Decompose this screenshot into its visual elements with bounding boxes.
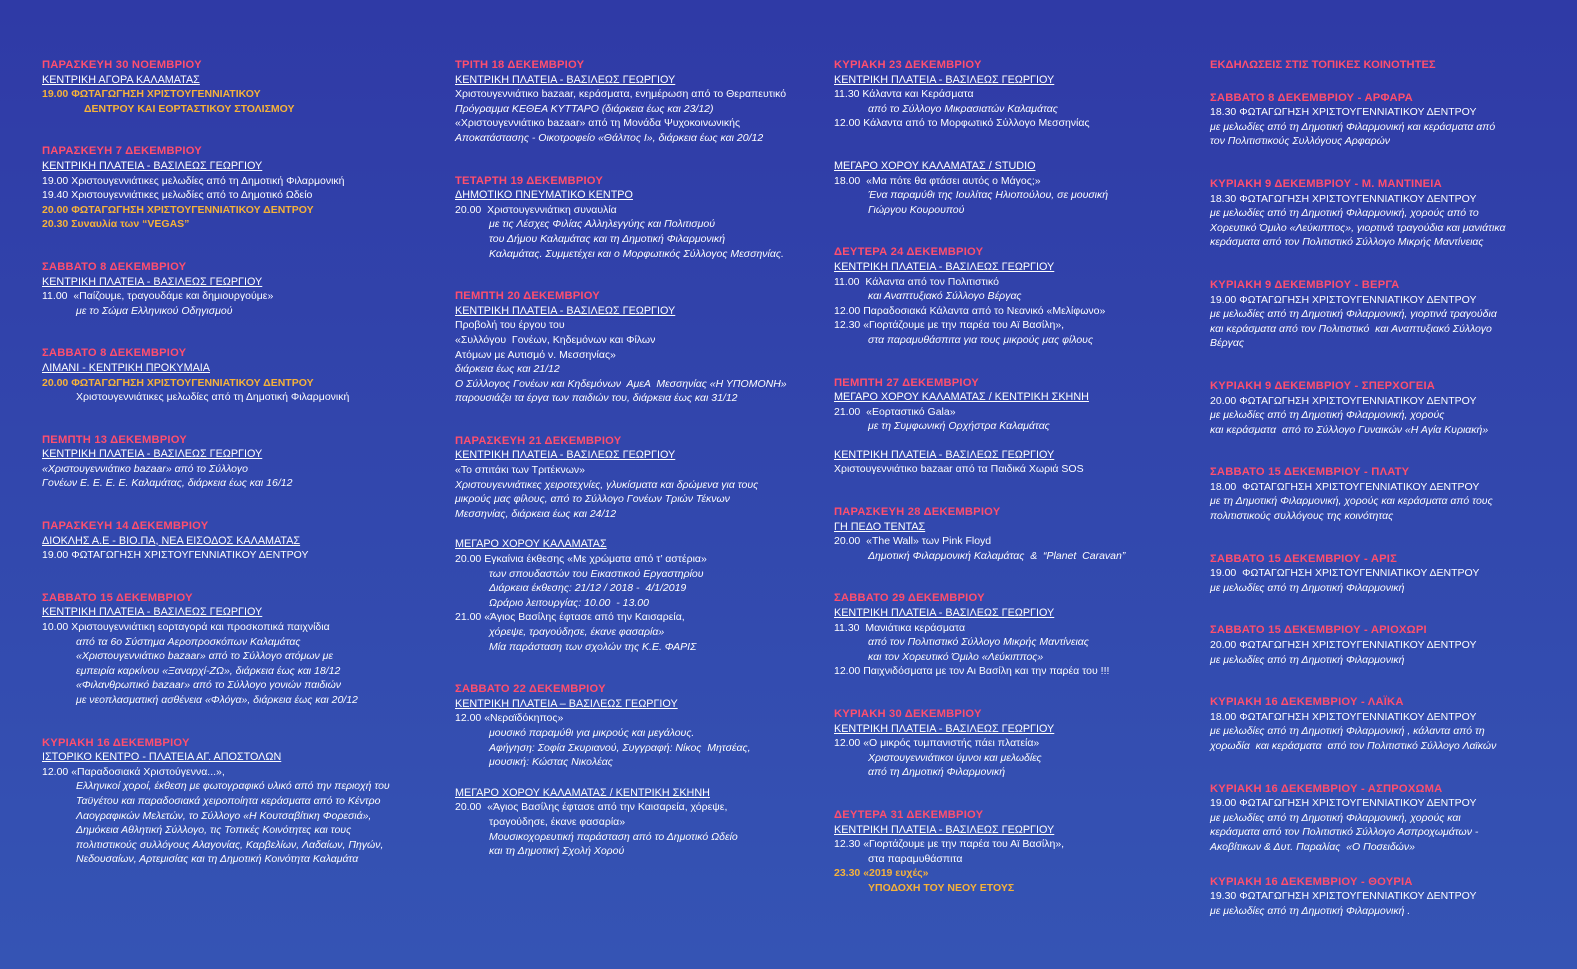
event-line: και Αναπτυξιακό Σύλλογο Βέργας <box>868 290 1022 303</box>
event-line: Πρόγραμμα ΚΕΘΕΑ ΚΥΤΤΑΡΟ (διάρκεια έως και 23/12) <box>455 102 714 115</box>
event-line: Νεδουσαίων, Αρτεμισίας και τη Δημοτική Κοινότητα Καλαμάτα <box>76 853 359 866</box>
event-dec15 <box>42 591 422 708</box>
event-line: στα παραμυθάσπιτα για τους μικρούς μας φίλους <box>868 333 1094 346</box>
event-line: Καλαμάτας. Συμμετέχει και ο Μορφωτικός Σύλλογος Μεσσηνίας. <box>489 247 784 260</box>
event-line: «Το σπιτάκι των Τριτέκνων» <box>455 464 585 477</box>
event-line: εμπειρία καρκίνου «Ξαναρχί-ΖΩ», διάρκεια έως και 18/12 <box>76 664 341 677</box>
event-date: ΣΑΒΒΑΤΟ 8 ΔΕΚΕΜΒΡΙΟΥ <box>42 260 187 273</box>
event-line: του Δήμου Καλαμάτας και τη Δημοτική Φιλαρμονική <box>489 232 726 245</box>
event-line: και κεράσματα από τον Πολιτιστικό και Αναπτυξιακό Σύλλογο <box>1210 322 1492 335</box>
event-venue: ΚΕΝΤΡΙΚΗ ΠΛΑΤΕΙΑ - ΒΑΣΙΛΕΩΣ ΓΕΩΡΓΙΟΥ <box>42 606 263 619</box>
event-line: 20.00 «Άγιος Βασίλης έφτασε από την Καισαρεία, χόρεψε, <box>455 801 728 814</box>
event-line: με μελωδίες από τη Δημοτική Φιλαρμονική <box>1210 653 1405 666</box>
event-date: ΣΑΒΒΑΤΟ 29 ΔΕΚΕΜΒΡΙΟΥ <box>834 592 985 605</box>
event-line: 19.30 ΦΩΤΑΓΩΓΗΣΗ ΧΡΙΣΤΟΥΓΕΝΝΙΑΤΙΚΟΥ ΔΕΝΤΡΟΥ <box>1210 890 1477 903</box>
event-line: 12.00 Παιχνιδόσματα με τον Αι Βασίλη και την παρέα του !!! <box>834 665 1110 678</box>
event-venue: ΜΕΓΑΡΟ ΧΟΡΟΥ ΚΑΛΑΜΑΤΑΣ <box>455 538 607 551</box>
event-line: χόρεψε, τραγούδησε, έκανε φασαρία» <box>489 626 665 638</box>
event-date: ΚΥΡΙΑΚΗ 16 ΔΕΚΕΜΒΡΙΟΥ - ΑΣΠΡΟΧΩΜΑ <box>1210 782 1443 795</box>
event-venue: ΚΕΝΤΡΙΚΗ ΠΛΑΤΕΙΑ - ΒΑΣΙΛΕΩΣ ΓΕΩΡΓΙΟΥ <box>455 304 676 317</box>
event-mantineia <box>1210 177 1550 250</box>
event-dec21 <box>455 434 815 522</box>
event-line: 18.00 ΦΩΤΑΓΩΓΗΣΗ ΧΡΙΣΤΟΥΓΕΝΝΙΑΤΙΚΟΥ ΔΕΝΤΡΟΥ <box>1210 710 1477 723</box>
event-line: 12.00 «Ο μικρός τυμπανιστής πάει πλατεία» <box>834 737 1040 750</box>
event-aris <box>1210 552 1550 596</box>
event-venue: ΙΣΤΟΡΙΚΟ ΚΕΝΤΡΟ - ΠΛΑΤΕΙΑ ΑΓ. ΑΠΟΣΤΟΛΩΝ <box>42 751 282 764</box>
event-line: μικρούς μας φίλους, από το Σύλλογο Γονέων Τριών Τέκνων <box>455 493 730 506</box>
event-date: ΠΑΡΑΣΚΕΥΗ 7 ΔΕΚΕΜΒΡΙΟΥ <box>42 145 202 158</box>
event-sperchogeia <box>1210 379 1550 437</box>
event-line: Διάρκεια έκθεσης: 21/12 / 2018 - 4/1/2019 <box>489 582 687 595</box>
event-line: 18.00 ΦΩΤΑΓΩΓΗΣΗ ΧΡΙΣΤΟΥΓΕΝΝΙΑΤΙΚΟΥ ΔΕΝΤΡΟΥ <box>1210 480 1480 493</box>
event-line: 19.40 Χριστουγεννιάτικες μελωδίες από το Δημοτικό Ωδείο <box>42 189 313 202</box>
event-venue: ΚΕΝΤΡΙΚΗ ΠΛΑΤΕΙΑ - ΒΑΣΙΛΕΩΣ ΓΕΩΡΓΙΟΥ <box>42 275 263 288</box>
event-dec31 <box>834 808 1184 896</box>
event-line: 18.30 ΦΩΤΑΓΩΓΗΣΗ ΧΡΙΣΤΟΥΓΕΝΝΙΑΤΙΚΟΥ ΔΕΝΤΡΟΥ <box>1210 106 1477 119</box>
event-venue: ΜΕΓΑΡΟ ΧΟΡΟΥ ΚΑΛΑΜΑΤΑΣ / STUDIO <box>834 159 1036 172</box>
event-line: 20.00 Χριστουγεννιάτικη συναυλία <box>455 203 617 216</box>
event-date: ΣΑΒΒΑΤΟ 8 ΔΕΚΕΜΒΡΙΟΥ - ΑΡΦΑΡΑ <box>1210 91 1413 104</box>
event-line: «Φιλανθρωπικό bazaar» από το Σύλλογο γονιών παιδιών <box>76 679 342 692</box>
event-dec21-megaro <box>455 537 815 654</box>
event-dec24 <box>834 245 1184 347</box>
event-asprochoma <box>1210 782 1550 855</box>
event-dec22-megaro <box>455 786 815 859</box>
event-date: ΣΑΒΒΑΤΟ 8 ΔΕΚΕΜΒΡΙΟΥ <box>42 347 187 360</box>
event-date: ΠΕΜΠΤΗ 13 ΔΕΚΕΜΒΡΙΟΥ <box>42 433 187 446</box>
event-date: ΣΑΒΒΑΤΟ 22 ΔΕΚΕΜΒΡΙΟΥ <box>455 683 606 696</box>
event-line: των σπουδαστών του Εικαστικού Εργαστηρίου <box>489 567 704 580</box>
event-dec27 <box>834 376 1184 434</box>
event-line: «Χριστουγεννιάτικο bazaar» από το Σύλλογο <box>42 462 248 475</box>
event-line: διάρκεια έως και 21/12 <box>455 363 560 376</box>
event-date: ΠΑΡΑΣΚΕΥΗ 21 ΔΕΚΕΜΒΡΙΟΥ <box>455 434 622 447</box>
event-dec27-plateia <box>834 448 1184 477</box>
event-line: με μελωδίες από τη Δημοτική Φιλαρμονική, χορούς <box>1210 409 1445 422</box>
event-venue: ΛΙΜΑΝΙ - ΚΕΝΤΡΙΚΗ ΠΡΟΚΥΜΑΙΑ <box>42 361 210 374</box>
event-venue: ΜΕΓΑΡΟ ΧΟΡΟΥ ΚΑΛΑΜΑΤΑΣ / ΚΕΝΤΡΙΚΗ ΣΚΗΝΗ <box>834 391 1089 404</box>
event-date: ΚΥΡΙΑΚΗ 16 ΔΕΚΕΜΒΡΙΟΥ - ΘΟΥΡΙΑ <box>1210 875 1413 888</box>
event-line: «Συλλόγου Γονέων, Κηδεμόνων και Φίλων <box>455 333 656 346</box>
event-line: Ακοβίτικων & Δυτ. Παραλίας «Ο Ποσειδών» <box>1210 840 1415 853</box>
event-date: ΠΕΜΠΤΗ 27 ΔΕΚΕΜΒΡΙΟΥ <box>834 376 979 389</box>
event-line: με μελωδίες από τη Δημοτική Φιλαρμονική, χορούς από το <box>1210 207 1479 220</box>
event-dec20 <box>455 289 815 406</box>
event-line: από το Σύλλογο Μικρασιατών Καλαμάτας <box>868 102 1058 115</box>
event-venue: ΚΕΝΤΡΙΚΗ ΠΛΑΤΕΙΑ – ΒΑΣΙΛΕΩΣ ΓΕΩΡΓΙΟΥ <box>455 697 678 710</box>
column-3 <box>834 58 1184 924</box>
event-line: τραγούδησε, έκανε φασαρία» <box>489 815 626 828</box>
event-line: με μελωδίες από τη Δημοτική Φιλαρμονική και κεράσματα από <box>1210 120 1496 133</box>
event-line: στα παραμυθάσπιτα <box>868 852 963 865</box>
column-2 <box>455 58 815 887</box>
event-line: 12.30 «Γιορτάζουμε με την παρέα του Αϊ Βασίλη», <box>834 838 1065 851</box>
event-line: Γονέων Ε. Ε. Ε. Ε. Καλαμάτας, διάρκεια έως και 16/12 <box>42 477 293 490</box>
event-date: ΠΑΡΑΣΚΕΥΗ 30 ΝΟΕΜΒΡΙΟΥ <box>42 59 202 71</box>
event-dec16 <box>42 736 422 867</box>
event-line: Χριστουγεννιάτικες μελωδίες από τη Δημοτική Φιλαρμονική <box>76 391 350 404</box>
event-line: 11.30 Κάλαντα και Κεράσματα <box>834 88 974 101</box>
event-line: Χορευτικό Όμιλο «Λεύκιππος», γιορτινά τραγούδια και μανιάτικα <box>1210 221 1506 234</box>
event-line: Αφήγηση: Σοφία Σκυριανού, Συγγραφή: Νίκος Μητσέας, <box>489 741 751 754</box>
event-line: Μεσσηνίας, διάρκεια έως και 24/12 <box>455 507 617 520</box>
event-date: ΤΕΤΑΡΤΗ 19 ΔΕΚΕΜΒΡΙΟΥ <box>455 174 604 187</box>
event-date: ΚΥΡΙΑΚΗ 9 ΔΕΚΕΜΒΡΙΟΥ - ΒΕΡΓΑ <box>1210 278 1400 291</box>
event-date: ΣΑΒΒΑΤΟ 15 ΔΕΚΕΜΒΡΙΟΥ - ΠΛΑΤΥ <box>1210 466 1410 479</box>
event-dec30 <box>834 707 1184 780</box>
event-ariochori <box>1210 623 1550 667</box>
event-venue: ΚΕΝΤΡΙΚΗ ΠΛΑΤΕΙΑ - ΒΑΣΙΛΕΩΣ ΓΕΩΡΓΙΟΥ <box>834 722 1055 735</box>
event-dec8-limani <box>42 346 422 404</box>
event-line: με τη Συμφωνική Ορχήστρα Καλαμάτας <box>868 420 1050 433</box>
event-line: 19.00 ΦΩΤΑΓΩΓΗΣΗ ΧΡΙΣΤΟΥΓΕΝΝΙΑΤΙΚΟΥ ΔΕΝΤΡΟΥ <box>42 549 309 562</box>
event-line: «Χριστουγεννιάτικο bazaar» από το Σύλλογο ατόμων με <box>76 650 334 663</box>
event-venue: ΚΕΝΤΡΙΚΗ ΠΛΑΤΕΙΑ - ΒΑΣΙΛΕΩΣ ΓΕΩΡΓΙΟΥ <box>834 260 1055 273</box>
event-line: 23.30 «2019 ευχές» <box>834 867 929 880</box>
event-line: 19.00 Χριστουγεννιάτικες μελωδίες από τη Δημοτική Φιλαρμονική <box>42 174 345 187</box>
event-line: 12.00 Παραδοσιακά Κάλαντα από το Νεανικό «Μελίφωνο» <box>834 304 1106 317</box>
event-line: πολιτιστικούς συλλόγους της κοινότητας <box>1210 510 1394 523</box>
event-line: Μουσικοχορευτική παράσταση από το Δημοτικό Ωδείο <box>489 830 738 843</box>
event-venue: ΚΕΝΤΡΙΚΗ ΠΛΑΤΕΙΑ - ΒΑΣΙΛΕΩΣ ΓΕΩΡΓΙΟΥ <box>834 823 1055 836</box>
event-venue: ΚΕΝΤΡΙΚΗ ΠΛΑΤΕΙΑ - ΒΑΣΙΛΕΩΣ ΓΕΩΡΓΙΟΥ <box>834 448 1055 461</box>
event-venue: ΚΕΝΤΡΙΚΗ ΑΓΟΡΑ ΚΑΛΑΜΑΤΑΣ <box>42 73 200 86</box>
event-line: 19.00 ΦΩΤΑΓΩΓΗΣΗ ΧΡΙΣΤΟΥΓΕΝΝΙΑΤΙΚΟΥ ΔΕΝΤΡΟΥ <box>1210 567 1480 580</box>
event-nov30 <box>42 58 422 116</box>
event-line: κεράσματα από τον Πολιτιστικό Σύλλογο Μικρής Μαντίνειας <box>1210 236 1484 249</box>
event-date: ΔΕΥΤΕΡΑ 31 ΔΕΚΕΜΒΡΙΟΥ <box>834 808 984 821</box>
event-line: Βέργας <box>1210 337 1244 350</box>
event-line: χορωδία και κεράσματα από τον Πολιτιστικό Σύλλογο Λαϊκών <box>1210 740 1497 752</box>
column-1 <box>42 58 422 895</box>
event-venue: ΓΗ ΠΕΔΟ ΤΕΝΤΑΣ <box>834 520 926 533</box>
section-title: ΕΚΔΗΛΩΣΕΙΣ ΣΤΙΣ ΤΟΠΙΚΕΣ ΚΟΙΝΟΤΗΤΕΣ <box>1210 59 1436 71</box>
event-line: «Χριστουγεννιάτικο bazaar» από τη Μονάδα Ψυχοκοινωνικής <box>455 117 741 130</box>
event-line: με νεοπλασματική ασθένεια «Φλόγα», διάρκεια έως και 20/12 <box>76 694 358 706</box>
event-line: 11.00 «Παίζουμε, τραγουδάμε και δημιουργούμε» <box>42 290 274 303</box>
event-line: 19.00 ΦΩΤΑΓΩΓΗΣΗ ΧΡΙΣΤΟΥΓΕΝΝΙΑΤΙΚΟΥ ΔΕΝΤΡΟΥ <box>1210 293 1477 306</box>
event-dec7 <box>42 144 422 232</box>
event-line: και τον Χορευτικό Όμιλο «Λεύκιππος» <box>868 650 1044 663</box>
event-line: 11.30 Μανιάτικα κεράσματα <box>834 621 966 634</box>
event-line: με τις Λέσχες Φιλίας Αλληλεγγύης και Πολιτισμού <box>489 218 716 231</box>
event-line: Ταϋγέτου και παραδοσιακά χειροποίητα κεράσματα από το Κέντρο <box>76 794 381 807</box>
event-line: από τη Δημοτική Φιλαρμονική <box>868 766 1006 779</box>
event-line: Ελληνικοί χοροί, έκθεση με φωτογραφικό υλικό από την περιοχή του <box>76 780 390 793</box>
event-line: κεράσματα από τον Πολιτιστικό Σύλλογο Ασπροχωμάτων - <box>1210 826 1479 839</box>
event-date: ΠΑΡΑΣΚΕΥΗ 14 ΔΕΚΕΜΒΡΙΟΥ <box>42 520 209 533</box>
event-line: Χριστουγεννιάτικο bazaar από τα Παιδικά Χωριά SOS <box>834 463 1084 476</box>
event-line: 20.00 ΦΩΤΑΓΩΓΗΣΗ ΧΡΙΣΤΟΥΓΕΝΝΙΑΤΙΚΟΥ ΔΕΝΤΡΟΥ <box>42 203 314 216</box>
event-line: 20.00 ΦΩΤΑΓΩΓΗΣΗ ΧΡΙΣΤΟΥΓΕΝΝΙΑΤΙΚΟΥ ΔΕΝΤΡΟΥ <box>1210 394 1477 407</box>
event-venue: ΚΕΝΤΡΙΚΗ ΠΛΑΤΕΙΑ - ΒΑΣΙΛΕΩΣ ΓΕΩΡΓΙΟΥ <box>834 73 1055 86</box>
event-line: 21.00 «Άγιος Βασίλης έφτασε από την Καισαρεία, <box>455 611 685 624</box>
event-line: 10.00 Χριστουγεννιάτικη εορταγορά και προσκοπικά παιχνίδια <box>42 621 330 634</box>
event-line: Χριστουγεννιάτικο bazaar, κεράσματα, ενημέρωση από το Θεραπευτικό <box>455 88 787 101</box>
event-date: ΚΥΡΙΑΚΗ 9 ΔΕΚΕΜΒΡΙΟΥ - Μ. ΜΑΝΤΙΝΕΙΑ <box>1210 177 1442 190</box>
event-line: από τον Πολιτιστικό Σύλλογο Μικρής Μαντίνειας <box>868 636 1089 649</box>
event-line: με μελωδίες από τη Δημοτική Φιλαρμονική, χορούς και <box>1210 811 1461 824</box>
event-venue: ΚΕΝΤΡΙΚΗ ΠΛΑΤΕΙΑ - ΒΑΣΙΛΕΩΣ ΓΕΩΡΓΙΟΥ <box>455 449 676 462</box>
event-dec29 <box>834 591 1184 679</box>
event-line: τον Πολιτιστικούς Συλλόγους Αρφαρών <box>1210 135 1391 148</box>
event-dec23 <box>834 58 1184 131</box>
event-line: ΥΠΟΔΟΧΗ ΤΟΥ ΝΕΟΥ ΕΤΟΥΣ <box>868 881 1015 894</box>
event-line: 20.00 Εγκαίνια έκθεσης «Με χρώματα από τ’ αστέρια» <box>455 553 707 566</box>
event-date: ΣΑΒΒΑΤΟ 15 ΔΕΚΕΜΒΡΙΟΥ <box>42 591 193 604</box>
event-line: Γιώργου Κουρουπού <box>868 203 965 216</box>
event-venue: ΚΕΝΤΡΙΚΗ ΠΛΑΤΕΙΑ - ΒΑΣΙΛΕΩΣ ΓΕΩΡΓΙΟΥ <box>834 607 1055 620</box>
event-dec19 <box>455 174 815 262</box>
event-line: Λαογραφικών Μελετών, το Σύλλογο «Η Κουτσαβίτικη Φορεσιά», <box>76 809 372 822</box>
event-line: μουσική: Κώστας Νικολέας <box>489 756 613 769</box>
event-venue: ΚΕΝΤΡΙΚΗ ΠΛΑΤΕΙΑ - ΒΑΣΙΛΕΩΣ ΓΕΩΡΓΙΟΥ <box>455 73 676 86</box>
event-line: μουσικό παραμύθι για μικρούς και μεγάλους. <box>489 726 695 739</box>
event-line: 20.00 «The Wall» των Pink Floyd <box>834 535 992 548</box>
event-date: ΚΥΡΙΑΚΗ 23 ΔΕΚΕΜΒΡΙΟΥ <box>834 59 982 71</box>
event-line: 11.00 Κάλαντα από τον Πολιτιστικό <box>834 275 999 288</box>
event-line: με μελωδίες από τη Δημοτική Φιλαρμονική . <box>1210 904 1411 917</box>
event-line: 12.00 «Παραδοσιακά Χριστούγεννα...», <box>42 765 225 778</box>
event-date: ΔΕΥΤΕΡΑ 24 ΔΕΚΕΜΒΡΙΟΥ <box>834 246 984 259</box>
event-line: με μελωδίες από τη Δημοτική Φιλαρμονική , κάλαντα από τη <box>1210 725 1485 738</box>
event-line: 12.00 «Νεραϊδόκηπος» <box>455 712 564 725</box>
event-laika <box>1210 695 1550 753</box>
event-line: πολιτιστικούς συλλόγους Αλαγονίας, Καρβελίων, Λαδαίων, Πηγών, <box>76 838 384 851</box>
event-date: ΚΥΡΙΑΚΗ 30 ΔΕΚΕΜΒΡΙΟΥ <box>834 708 982 720</box>
event-dec14 <box>42 519 422 563</box>
event-line: Δημοτική Φιλαρμονική Καλαμάτας & “Planet Caravan” <box>868 549 1126 562</box>
event-venue: ΚΕΝΤΡΙΚΗ ΠΛΑΤΕΙΑ - ΒΑΣΙΛΕΩΣ ΓΕΩΡΓΙΟΥ <box>42 448 263 461</box>
event-date: ΚΥΡΙΑΚΗ 16 ΔΕΚΕΜΒΡΙΟΥ - ΛΑΪΚΑ <box>1210 696 1404 709</box>
event-line: 12.00 Κάλαντα από το Μορφωτικό Σύλλογο Μεσσηνίας <box>834 117 1090 130</box>
event-line: Ένα παραμύθι της Ιουλίτας Ηλιοπούλου, σε μουσική <box>868 189 1109 202</box>
event-line: 12.30 «Γιορτάζουμε με την παρέα του Αϊ Βασίλη», <box>834 319 1065 332</box>
event-date: ΤΡΙΤΗ 18 ΔΕΚΕΜΒΡΙΟΥ <box>455 59 585 71</box>
event-dec13 <box>42 433 422 491</box>
event-line: και τη Δημοτική Σχολή Χορού <box>489 845 625 858</box>
column-4 <box>1210 58 1550 946</box>
event-line: Χριστουγεννιάτικες χειροτεχνίες, γλυκίσματα και δρώμενα για τους <box>455 478 759 491</box>
event-venue: ΔΙΟΚΛΗΣ Α.Ε - ΒΙΟ.ΠΑ, ΝΕΑ ΕΙΣΟΔΟΣ ΚΑΛΑΜΑΤΑΣ <box>42 534 301 547</box>
event-venue: ΜΕΓΑΡΟ ΧΟΡΟΥ ΚΑΛΑΜΑΤΑΣ / ΚΕΝΤΡΙΚΗ ΣΚΗΝΗ <box>455 786 710 799</box>
event-platy <box>1210 465 1550 523</box>
event-date: ΚΥΡΙΑΚΗ 9 ΔΕΚΕΜΒΡΙΟΥ - ΣΠΕΡΧΟΓΕΙΑ <box>1210 379 1436 392</box>
event-thouria <box>1210 875 1550 919</box>
event-line: με τη Δημοτική Φιλαρμονική, χορούς και κεράσματα από τους <box>1210 495 1493 508</box>
event-line: Προβολή του έργου του <box>455 319 565 332</box>
event-line: 21.00 «Εορταστικό Gala» <box>834 405 956 418</box>
event-date: ΣΑΒΒΑΤΟ 15 ΔΕΚΕΜΒΡΙΟΥ - ΑΡΙΣ <box>1210 552 1398 565</box>
event-line: 18.30 ΦΩΤΑΓΩΓΗΣΗ ΧΡΙΣΤΟΥΓΕΝΝΙΑΤΙΚΟΥ ΔΕΝΤΡΟΥ <box>1210 192 1477 205</box>
event-line: με μελωδίες από τη Δημοτική Φιλαρμονική <box>1210 581 1405 594</box>
event-line: Ωράριο λειτουργίας: 10.00 - 13.00 <box>489 596 649 609</box>
event-line: Αποκατάστασης - Οικοτροφείο «Θάλπος Ι», διάρκεια έως και 20/12 <box>455 131 764 144</box>
event-line: Ατόμων με Αυτισμό ν. Μεσσηνίας» <box>455 348 616 361</box>
event-dec22 <box>455 682 815 770</box>
event-dec18 <box>455 58 815 146</box>
event-date: ΠΑΡΑΣΚΕΥΗ 28 ΔΕΚΕΜΒΡΙΟΥ <box>834 506 1001 519</box>
event-date: ΚΥΡΙΑΚΗ 16 ΔΕΚΕΜΒΡΙΟΥ <box>42 736 190 749</box>
event-line: Ο Σύλλογος Γονέων και Κηδεμόνων ΑμεΑ Μεσσηνίας «Η ΥΠΟΜΟΝΗ» <box>455 377 787 390</box>
event-dec28 <box>834 505 1184 563</box>
event-line: με το Σώμα Ελληνικού Οδηγισμού <box>76 304 233 317</box>
event-date: ΣΑΒΒΑΤΟ 15 ΔΕΚΕΜΒΡΙΟΥ - ΑΡΙΟΧΩΡΙ <box>1210 624 1427 637</box>
event-dec23-studio <box>834 159 1184 217</box>
event-line: 19.00 ΦΩΤΑΓΩΓΗΣΗ ΧΡΙΣΤΟΥΓΕΝΝΙΑΤΙΚΟΥ ΔΕΝΤΡΟΥ <box>1210 797 1477 810</box>
event-dec8-plateia <box>42 260 422 318</box>
event-line: Χριστουγεννιάτικοι ύμνοι και μελωδίες <box>868 751 1042 764</box>
event-line: και κεράσματα από το Σύλλογο Γυναικών «Η Αγία Κυριακή» <box>1210 423 1489 436</box>
event-line: ΔΕΝΤΡΟΥ ΚΑΙ ΕΟΡΤΑΣΤΙΚΟΥ ΣΤΟΛΙΣΜΟΥ <box>84 102 295 115</box>
event-line: 18.00 «Μα πότε θα φτάσει αυτός ο Μάγος;» <box>834 174 1041 187</box>
event-venue: ΚΕΝΤΡΙΚΗ ΠΛΑΤΕΙΑ - ΒΑΣΙΛΕΩΣ ΓΕΩΡΓΙΟΥ <box>42 159 263 172</box>
event-line: 19.00 ΦΩΤΑΓΩΓΗΣΗ ΧΡΙΣΤΟΥΓΕΝΝΙΑΤΙΚΟΥ <box>42 88 261 101</box>
event-verga <box>1210 278 1550 351</box>
event-line: Μία παράσταση των σχολών της Κ.Ε. ΦΑΡΙΣ <box>489 640 697 653</box>
event-line: Δημόκεια Αθλητική Σύλλογο, τις Τοπικές Κοινότητες και τους <box>76 824 352 837</box>
event-line: παρουσιάζει τα έργα των παιδιών του, διάρκεια έως και 31/12 <box>455 392 738 405</box>
event-line: 20.00 ΦΩΤΑΓΩΓΗΣΗ ΧΡΙΣΤΟΥΓΕΝΝΙΑΤΙΚΟΥ ΔΕΝΤΡΟΥ <box>42 376 314 389</box>
event-line: με μελωδίες από τη Δημοτική Φιλαρμονική, γιορτινά τραγούδια <box>1210 308 1497 321</box>
event-line: 20.30 Συναυλία των “VEGAS” <box>42 218 190 231</box>
event-arfara <box>1210 91 1550 149</box>
event-line: από τα 6ο Σύστημα Αεροπροσκόπων Καλαμάτας <box>76 635 301 648</box>
event-line: 20.00 ΦΩΤΑΓΩΓΗΣΗ ΧΡΙΣΤΟΥΓΕΝΝΙΑΤΙΚΟΥ ΔΕΝΤΡΟΥ <box>1210 639 1477 652</box>
event-venue: ΔΗΜΟΤΙΚΟ ΠΝΕΥΜΑΤΙΚΟ ΚΕΝΤΡΟ <box>455 189 633 202</box>
event-date: ΠΕΜΠΤΗ 20 ΔΕΚΕΜΒΡΙΟΥ <box>455 290 600 303</box>
